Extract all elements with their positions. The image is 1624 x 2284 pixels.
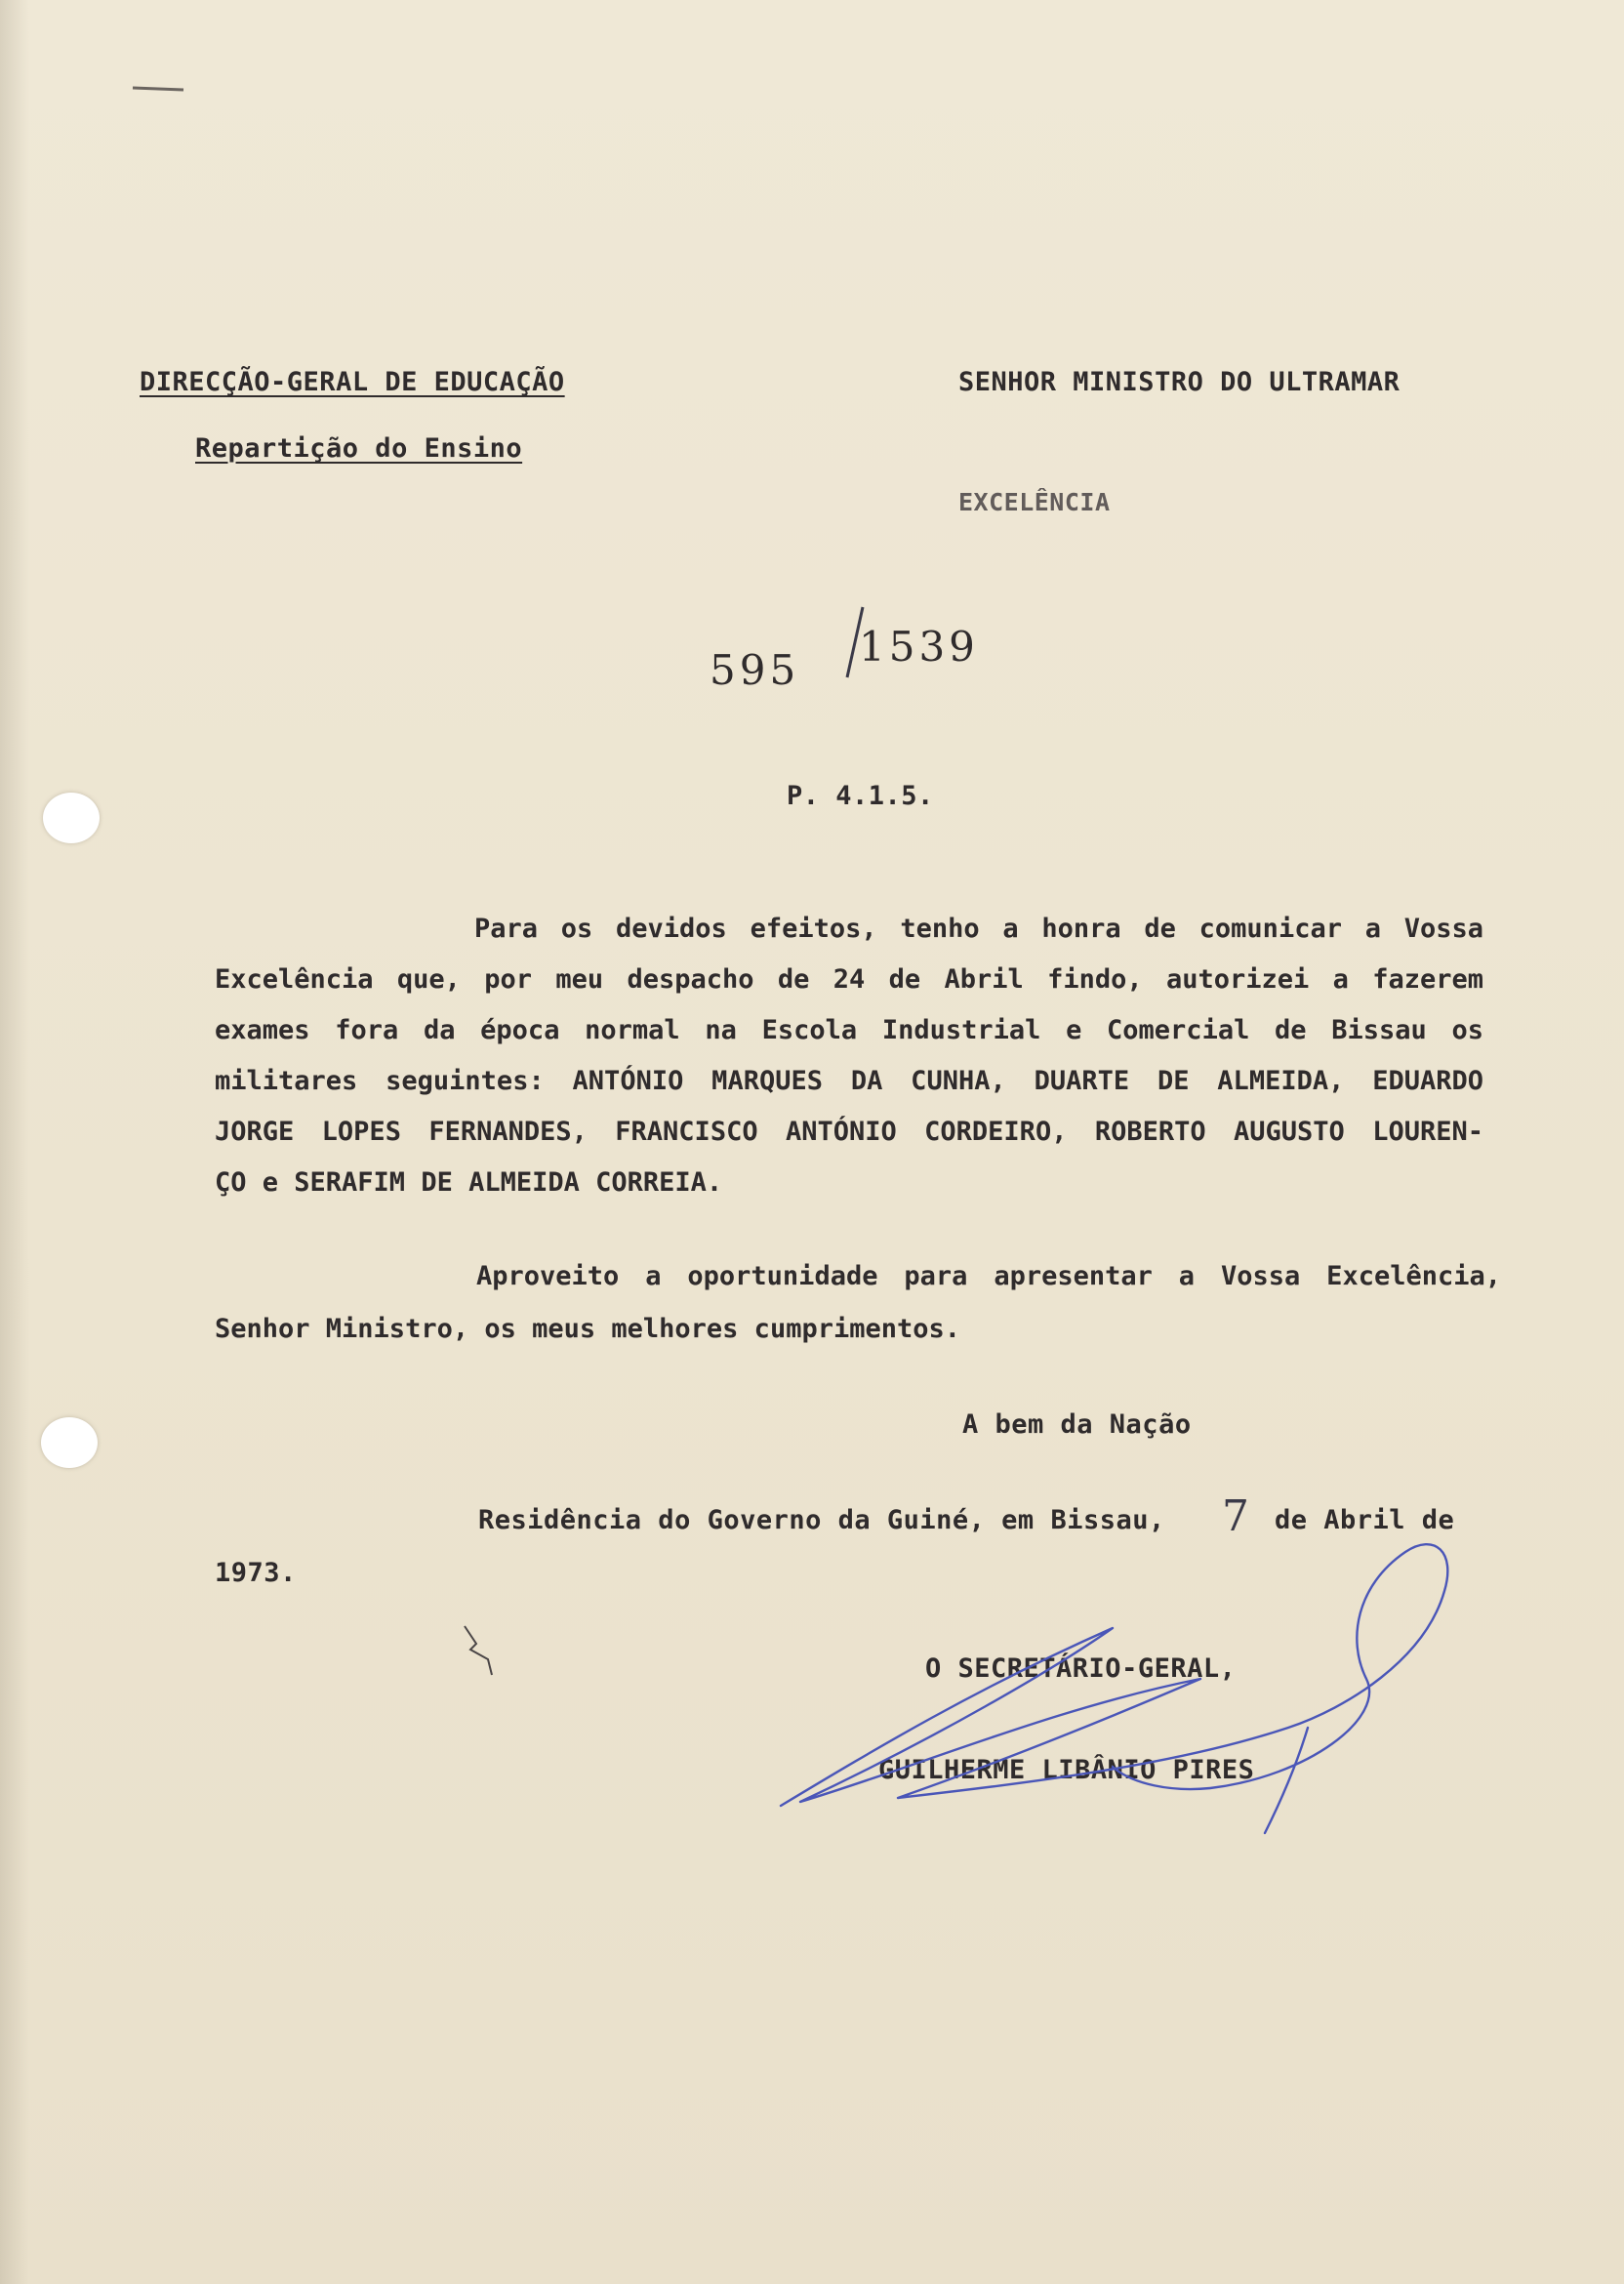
reference-number-left: 595 [710, 646, 800, 694]
stray-mark [459, 1620, 498, 1679]
paragraph-1-line-5: JORGE LOPES FERNANDES, FRANCISCO ANTÓNIO CORDEIRO, ROBERTO AUGUSTO LOUREN- [215, 1117, 1483, 1147]
year-text: 1973. [215, 1558, 297, 1588]
place-date-line: Residência do Governo da Guiné, em Bissau, [478, 1505, 1165, 1535]
page-edge-shadow [0, 0, 29, 2284]
punch-hole-bottom [41, 1417, 98, 1468]
reference-number-right: 1539 [859, 623, 979, 671]
paragraph-1-line-6: ÇO e SERAFIM DE ALMEIDA CORREIA. [215, 1167, 723, 1198]
punch-hole-top [43, 793, 100, 843]
handwritten-day: 7 [1222, 1491, 1253, 1541]
paragraph-1-line-4: militares seguintes: ANTÓNIO MARQUES DA CUNHA, DUARTE DE ALMEIDA, EDUARDO [215, 1066, 1483, 1096]
salutation: EXCELÊNCIA [958, 488, 1111, 516]
process-reference: P. 4.1.5. [787, 781, 934, 811]
section-heading: Repartição do Ensino [195, 433, 523, 464]
closing-formula: A bem da Nação [962, 1409, 1192, 1440]
signatory-name: GUILHERME LIBÂNIO PIRES [878, 1755, 1255, 1785]
department-heading: DIRECÇÃO-GERAL DE EDUCAÇÃO [140, 367, 565, 397]
month-text: de Abril de [1275, 1505, 1455, 1535]
paragraph-1-line-3: exames fora da época normal na Escola Industrial e Comercial de Bissau os [215, 1015, 1483, 1045]
paragraph-1-line-1: Para os devidos efeitos, tenho a honra de comunicar a Vossa [474, 914, 1483, 944]
addressee: SENHOR MINISTRO DO ULTRAMAR [958, 367, 1401, 397]
handwritten-signature [761, 1523, 1503, 1855]
paragraph-2-line-1: Aproveito a oportunidade para apresentar a Vossa Excelência, [476, 1261, 1501, 1291]
paragraph-1-line-2: Excelência que, por meu despacho de 24 de Abril findo, autorizei a fazerem [215, 964, 1483, 995]
stray-mark-top [129, 82, 187, 94]
signatory-title: O SECRETÁRIO-GERAL, [925, 1653, 1237, 1684]
paragraph-2-line-2: Senhor Ministro, os meus melhores cumprimentos. [215, 1314, 961, 1344]
